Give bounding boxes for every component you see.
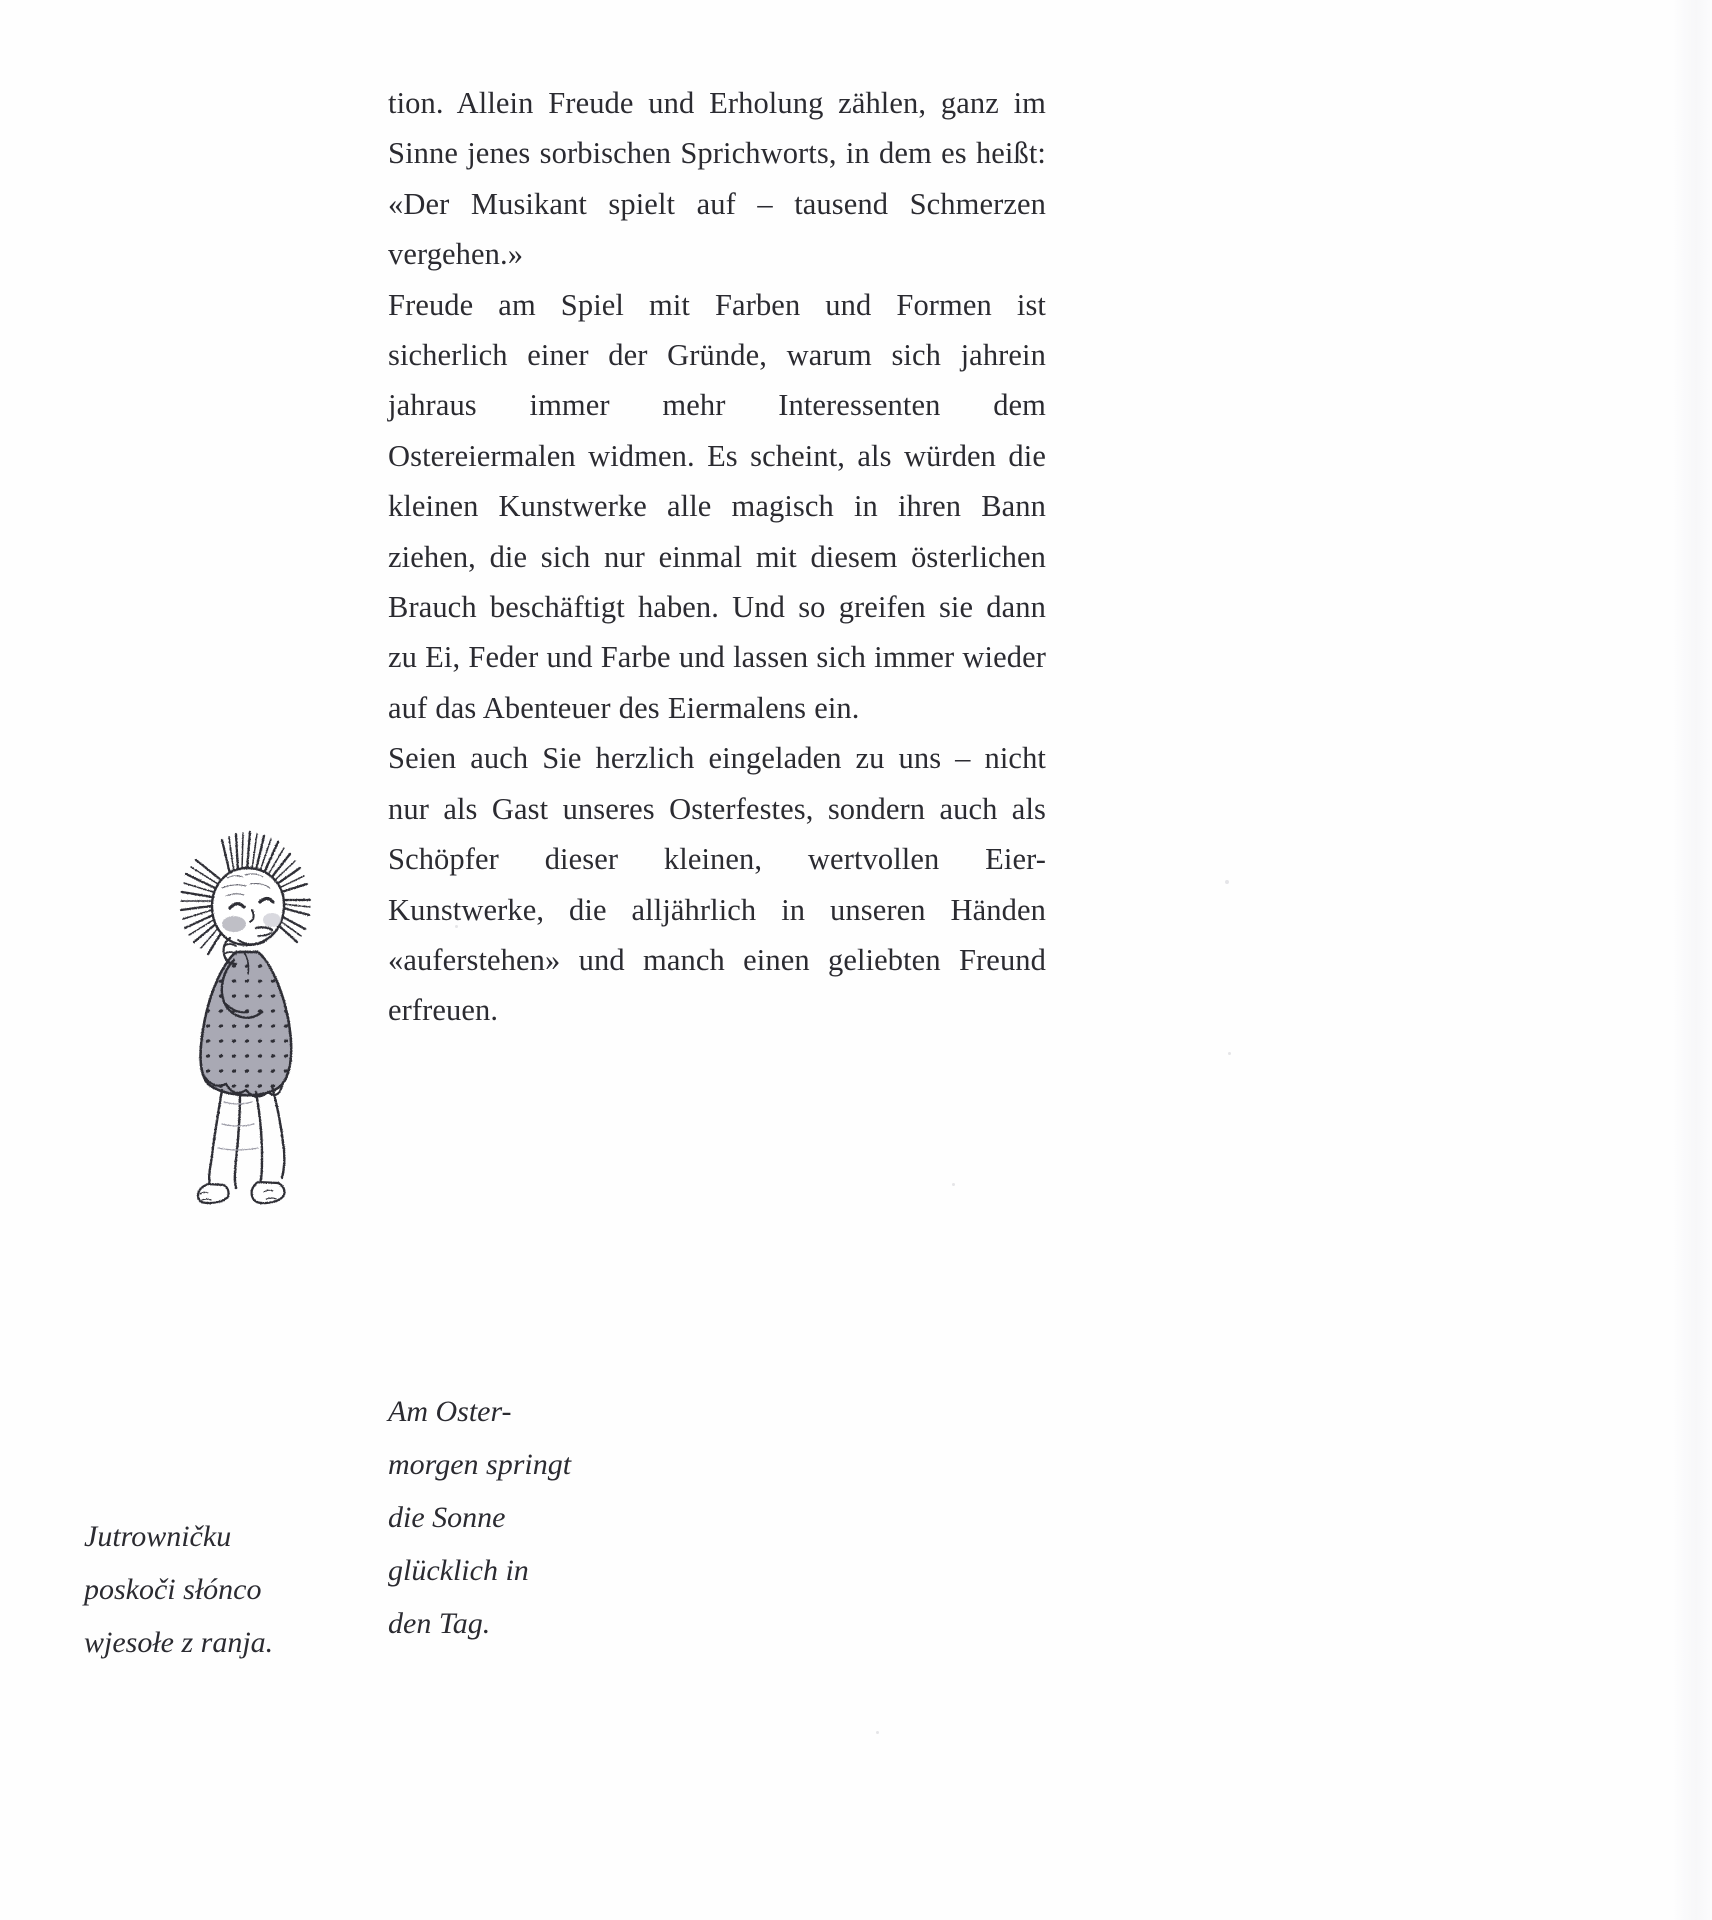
sun-child-figure-icon <box>152 812 352 1212</box>
caption-german <box>388 1385 668 1650</box>
caption-german-line-2: morgen springt <box>388 1448 572 1481</box>
paper-speck <box>952 1183 955 1186</box>
body-paragraph-2: Freude am Spiel mit Farben und Formen ist sicherlich einer der Gründe, warum sich jahrein jahraus immer mehr Interessenten dem Ostereiermalen widmen. Es scheint, als würden die kleinen Kunstwerke alle magisch in ihren Bann ziehen, die sich nur einmal mit diesem österlichen Brauch beschäftigt haben. Und so greifen sie dann zu Ei, Feder und Farbe und lassen sich immer wieder auf das Abenteuer des Eiermalens ein. <box>388 287 1046 725</box>
caption-german-line-5: den Tag. <box>388 1607 491 1640</box>
paper-speck <box>1228 1052 1231 1055</box>
paper-speck <box>1225 880 1229 884</box>
caption-german-line-4: glücklich in <box>388 1554 529 1587</box>
body-text-column <box>388 78 1046 1036</box>
scan-edge-shading <box>1672 0 1712 1920</box>
caption-sorbian-line-1: Jutrowničku <box>84 1520 232 1553</box>
body-paragraph-1: tion. Allein Freude und Erholung zählen, ganz im Sinne jenes sorbischen Sprichworts, in dem es heißt: «Der Musikant spielt auf – tausend Schmerzen vergehen.» <box>388 86 1046 272</box>
caption-sorbian <box>84 1510 384 1669</box>
caption-sorbian-line-3: wjesołe z ranja. <box>84 1626 274 1659</box>
caption-sorbian-line-2: poskoči słónco <box>84 1573 262 1606</box>
caption-german-line-3: die Sonne <box>388 1501 506 1534</box>
body-paragraph-3: Seien auch Sie herzlich eingeladen zu uns – nicht nur als Gast unseres Osterfestes, sondern auch als Schöpfer dieser kleinen, wertvollen Eier-Kunstwerke, die alljährlich in unseren Händen «auferstehen» und manch einen geliebten Freund erfreuen. <box>388 741 1046 1028</box>
sun-child-illustration <box>152 812 352 1212</box>
caption-german-line-1: Am Oster- <box>388 1395 512 1428</box>
paper-speck <box>876 1731 879 1734</box>
